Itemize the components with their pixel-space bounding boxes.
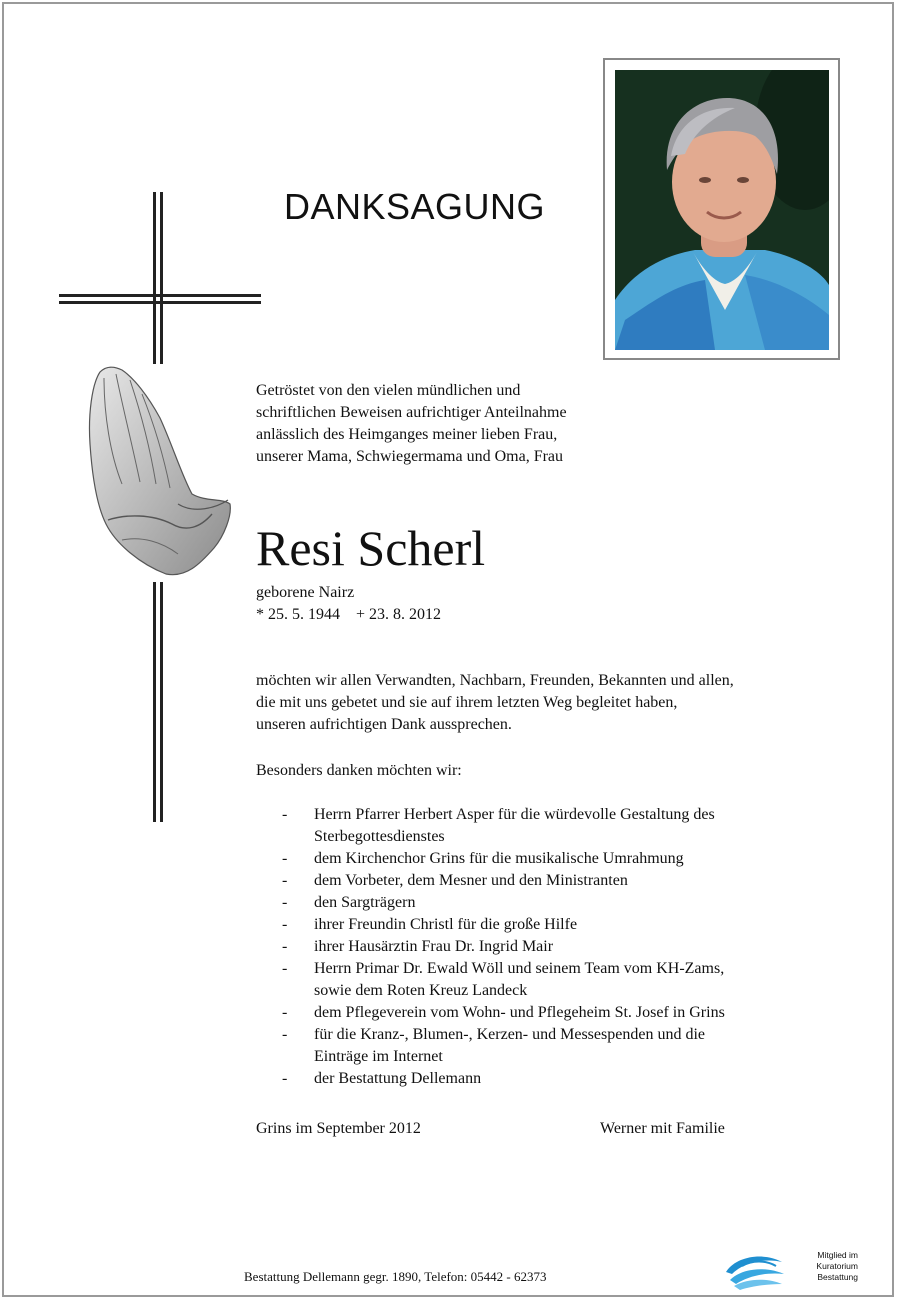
place-date: Grins im September 2012 — [256, 1120, 421, 1137]
special-thanks-intro: Besonders danken möchten wir: — [256, 762, 462, 779]
list-item-line: der Bestattung Dellemann — [314, 1070, 482, 1087]
thanks-line: möchten wir allen Verwandten, Nachbarn, Freunden, Bekannten und allen, — [256, 672, 734, 689]
thanks-line: die mit uns gebetet und sie auf ihrem letzten Weg begleitet haben, — [256, 694, 678, 711]
list-dash: - — [282, 1004, 288, 1021]
list-item-line: Herrn Pfarrer Herbert Asper für die würdevolle Gestaltung des — [314, 806, 715, 823]
list-item — [282, 936, 854, 958]
list-item-line: den Sargträgern — [314, 894, 416, 911]
intro-text — [256, 380, 567, 468]
cross-bar-line — [59, 301, 261, 304]
portrait-photo — [615, 70, 829, 350]
list-item-line: dem Pflegeverein vom Wohn- und Pflegeheim St. Josef in Grins — [314, 1004, 725, 1021]
cross-bar — [59, 294, 261, 297]
list-item — [282, 804, 854, 848]
list-item — [282, 914, 854, 936]
footer-text: Bestattung Dellemann gegr. 1890, Telefon: 05442 - 62373 — [244, 1269, 547, 1284]
list-dash: - — [282, 960, 288, 977]
death-date: + 23. 8. 2012 — [356, 606, 442, 623]
list-dash: - — [282, 894, 288, 911]
list-item-line: dem Vorbeter, dem Mesner und den Ministranten — [314, 872, 628, 889]
intro-line: schriftlichen Beweisen aufrichtiger Anteilnahme — [256, 404, 567, 421]
list-item-line: Herrn Primar Dr. Ewald Wöll und seinem Team vom KH-Zams, — [314, 960, 725, 977]
life-dates — [256, 604, 441, 626]
praying-hands-icon — [82, 364, 234, 582]
list-dash: - — [282, 1070, 288, 1087]
list-item — [282, 1024, 854, 1068]
logo-line: Mitglied im — [817, 1250, 858, 1260]
birth-name: geborene Nairz — [256, 584, 355, 601]
list-dash: - — [282, 938, 288, 955]
thanks-text — [256, 670, 856, 736]
list-dash: - — [282, 850, 288, 867]
logo-text — [786, 1250, 858, 1283]
birth-date: * 25. 5. 1944 — [256, 606, 340, 623]
list-item-line: ihrer Freundin Christl für die große Hilfe — [314, 916, 578, 933]
list-item-line: sowie dem Roten Kreuz Landeck — [314, 982, 528, 999]
thanks-line: unseren aufrichtigen Dank aussprechen. — [256, 716, 512, 733]
list-item — [282, 1068, 854, 1090]
portrait-frame — [603, 58, 840, 360]
intro-line: unserer Mama, Schwiegermama und Oma, Frau — [256, 448, 564, 465]
list-item-line: Sterbegottesdienstes — [314, 828, 445, 845]
list-item — [282, 892, 854, 914]
list-item-line: dem Kirchenchor Grins für die musikalische Umrahmung — [314, 850, 684, 867]
list-item-line: ihrer Hausärztin Frau Dr. Ingrid Mair — [314, 938, 554, 955]
page-title: DANKSAGUNG — [284, 186, 546, 227]
list-item — [282, 958, 854, 1002]
list-item-line: Einträge im Internet — [314, 1048, 443, 1065]
list-dash: - — [282, 872, 288, 889]
family-signature: Werner mit Familie — [600, 1120, 725, 1137]
list-dash: - — [282, 806, 288, 823]
list-item — [282, 1002, 854, 1024]
intro-line: Getröstet von den vielen mündlichen und — [256, 382, 521, 399]
list-dash: - — [282, 916, 288, 933]
list-item — [282, 848, 854, 870]
intro-line: anlässlich des Heimganges meiner lieben Frau, — [256, 426, 558, 443]
list-item-line: für die Kranz-, Blumen-, Kerzen- und Messespenden und die — [314, 1026, 705, 1043]
deceased-name: Resi Scherl — [256, 520, 486, 576]
list-dash: - — [282, 1026, 288, 1043]
logo-line: Kuratorium Bestattung — [816, 1261, 858, 1282]
special-thanks-list — [282, 804, 854, 1090]
list-item — [282, 870, 854, 892]
